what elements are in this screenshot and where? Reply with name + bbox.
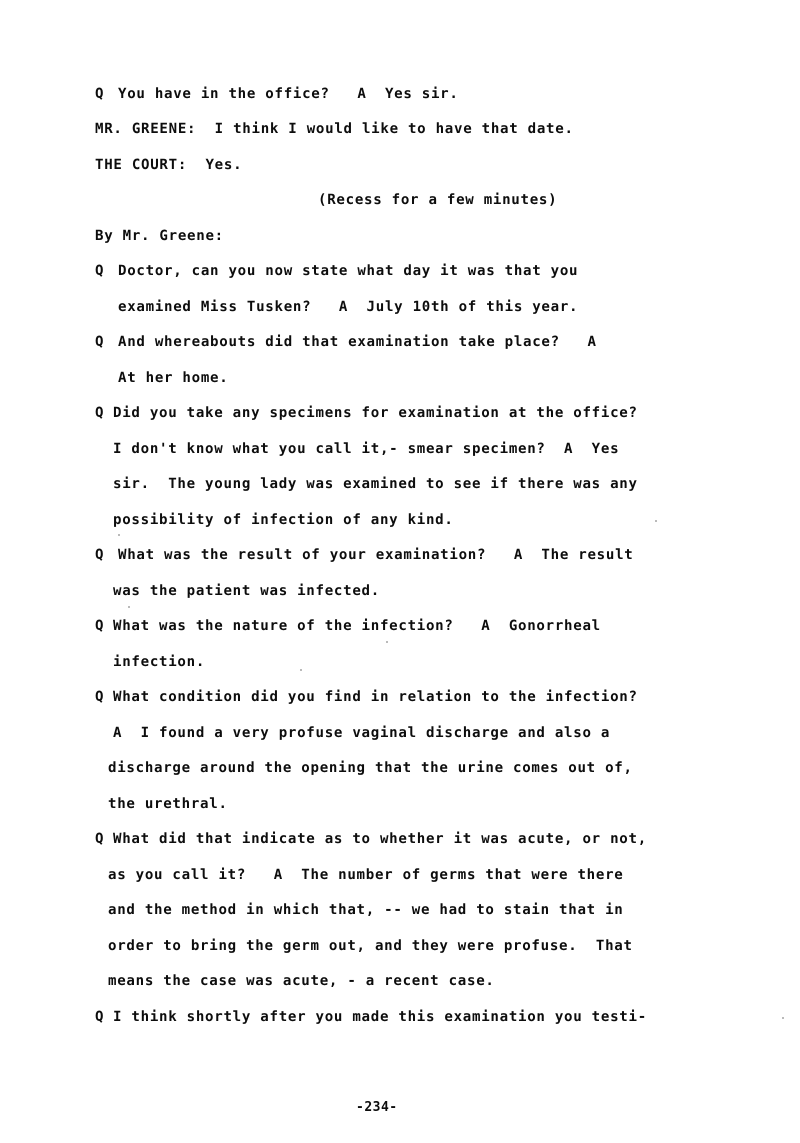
transcript-line: and the method in which that, -- we had to stain that in [108, 902, 624, 918]
transcript-line: MR. GREENE: I think I would like to have that date. [95, 121, 574, 137]
scan-speck [118, 534, 120, 536]
transcript-line: A I found a very profuse vaginal discharge and also a [113, 725, 611, 741]
transcript-line: the urethral. [108, 796, 228, 812]
question-marker: Q [95, 263, 105, 279]
transcript-line: Doctor, can you now state what day it was that you [118, 263, 579, 279]
scan-speck [655, 520, 657, 522]
transcript-line: infection. [113, 654, 206, 670]
transcript-line: discharge around the opening that the urine comes out of, [108, 760, 633, 776]
transcript-line: sir. The young lady was examined to see if there was any [113, 476, 638, 492]
transcript-line: And whereabouts did that examination take place? A [118, 334, 597, 350]
question-marker: Q [95, 86, 105, 102]
question-marker: Q [95, 689, 105, 705]
question-marker: Q [95, 547, 105, 563]
transcript-line: What did that indicate as to whether it was acute, or not, [113, 831, 647, 847]
transcript-line: What condition did you find in relation to the infection? [113, 689, 638, 705]
question-marker: Q [95, 1009, 105, 1025]
question-marker: Q [95, 618, 105, 634]
transcript-line: (Recess for a few minutes) [318, 192, 558, 208]
scan-speck [386, 641, 388, 643]
scan-speck [128, 606, 130, 608]
transcript-line: At her home. [118, 370, 229, 386]
transcript-line: possibility of infection of any kind. [113, 512, 454, 528]
transcript-line: examined Miss Tusken? A July 10th of this year. [118, 299, 579, 315]
transcript-line: as you call it? A The number of germs that were there [108, 867, 624, 883]
transcript-line: I don't know what you call it,- smear specimen? A Yes [113, 441, 620, 457]
transcript-line: was the patient was infected. [113, 583, 380, 599]
transcript-line: means the case was acute, - a recent case. [108, 973, 495, 989]
question-marker: Q [95, 405, 105, 421]
scan-speck [782, 1017, 784, 1019]
transcript-line: Did you take any specimens for examination at the office? [113, 405, 638, 421]
transcript-line: THE COURT: Yes. [95, 157, 243, 173]
transcript-line: I think shortly after you made this examination you testi- [113, 1009, 647, 1025]
question-marker: Q [95, 334, 105, 350]
transcript-line: You have in the office? A Yes sir. [118, 86, 459, 102]
page-number: -234- [356, 1100, 398, 1115]
transcript-line: What was the nature of the infection? A Gonorrheal [113, 618, 601, 634]
transcript-line: What was the result of your examination? A The result [118, 547, 634, 563]
scan-speck [300, 669, 302, 671]
question-marker: Q [95, 831, 105, 847]
transcript-line: order to bring the germ out, and they were profuse. That [108, 938, 633, 954]
transcript-line: By Mr. Greene: [95, 228, 224, 244]
